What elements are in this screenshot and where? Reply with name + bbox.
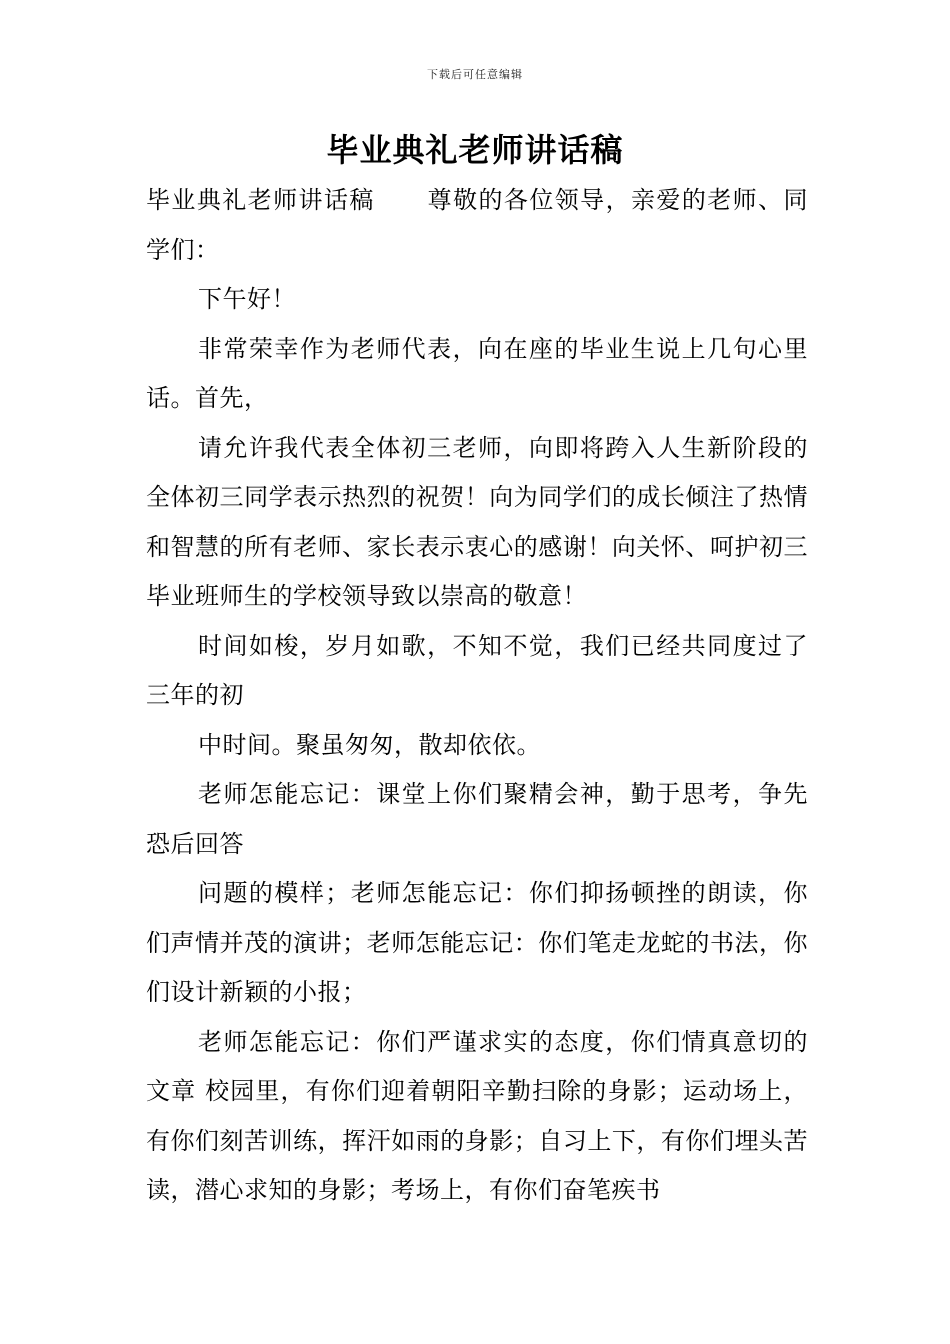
paragraph-opening: [146, 176, 808, 275]
document-body: [146, 176, 808, 1216]
opening-salutation: 尊敬的各位领导，亲爱的老师、同学们：: [146, 186, 808, 264]
paragraph: 请允许我代表全体初三老师，向即将跨入人生新阶段的全体初三同学表示热烈的祝贺！向为同学们的成长倾注了热情和智慧的所有老师、家长表示衷心的感谢！向关怀、呵护初三毕业班师生的学校领导致以崇高的敬意！: [146, 433, 808, 610]
opening-lead: 毕业典礼老师讲话稿: [146, 186, 375, 214]
paragraph: 下午好！: [198, 285, 296, 313]
paragraph: 中时间。聚虽匆匆，散却依依。: [198, 730, 541, 759]
paragraph: 时间如梭，岁月如歌，不知不觉，我们已经共同度过了三年的初: [146, 631, 808, 709]
document-title: 毕业典礼老师讲话稿: [326, 131, 624, 169]
paragraph: 问题的模样；老师怎能忘记：你们抑扬顿挫的朗读，你们声情并茂的演讲；老师怎能忘记：你们笔走龙蛇的书法，你们设计新颖的小报；: [146, 879, 808, 1006]
header-note: 下载后可任意编辑: [427, 68, 523, 81]
paragraph: 非常荣幸作为老师代表，向在座的毕业生说上几句心里话。首先，: [146, 334, 808, 412]
paragraph: 老师怎能忘记：你们严谨求实的态度，你们情真意切的文章 校园里，有你们迎着朝阳辛勤扫除的身影；运动场上，有你们刻苦训练，挥汗如雨的身影；自习上下，有你们埋头苦读，潜心求知的身影；考场上，有你们奋笔疾书: [146, 1027, 808, 1204]
paragraph: 老师怎能忘记：课堂上你们聚精会神，勤于思考，争先恐后回答: [146, 780, 808, 858]
